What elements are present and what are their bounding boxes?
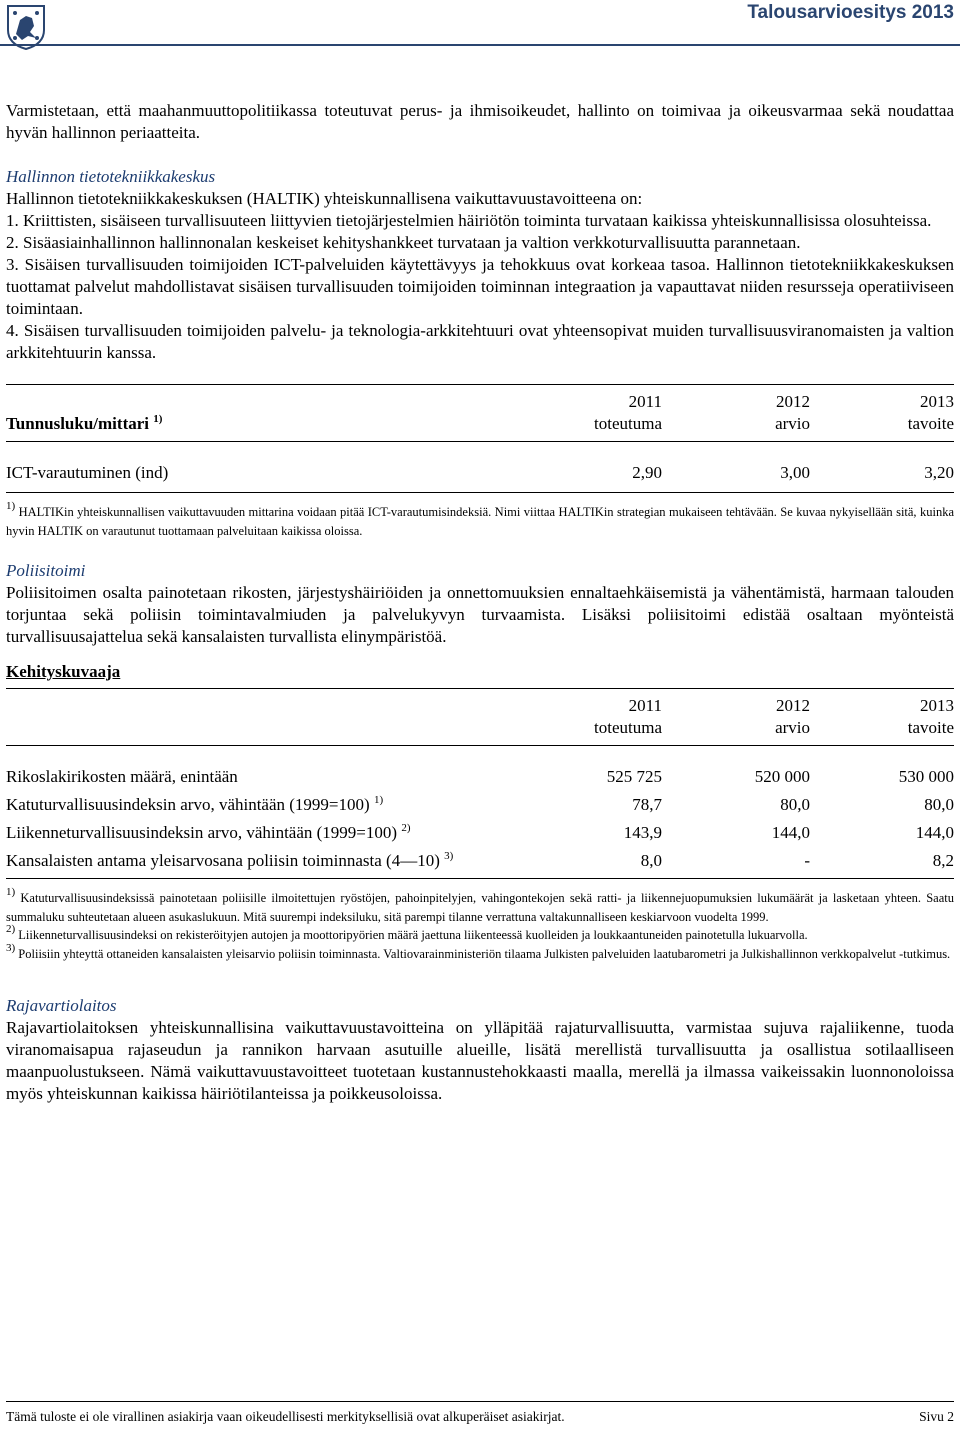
haltik-item-3: 3. Sisäisen turvallisuuden toimijoiden ICT-palveluiden käytettävyys ja tehokkuus ovat korkeaa tasoa. Hallinnon tietotekniikkakeskuksen tuottamat palvelut mahdollistavat sisäisen turvallisuuden toimijoiden toiminnan integraation ja vapauttavat niiden resursseja operatiiviseen toimintaan. <box>6 255 954 318</box>
table2-kind-tavoite: tavoite <box>907 718 954 737</box>
table2-header <box>6 695 954 739</box>
table1-header <box>6 391 954 435</box>
table2-kind-toteutuma: toteutuma <box>594 718 662 737</box>
poliisi-paragraph: Poliisitoimen osalta painotetaan rikosten, järjestyshäiriöiden ja onnettomuuksien ennaltaehkäisemistä ja vähentämistä, harmaan talouden torjuntaa sekä poliisin toimintavalmiuden ja palvelukyvyn turvaamista. Lisäksi poliisitoimi edistää osaltaan myönteistä turvallisuusajattelua sekä kansalaisten turvallista elinympäristöä. <box>6 583 954 646</box>
intro-paragraph: Varmistetaan, että maahanmuuttopolitiikassa toteutuvat perus- ja ihmisoikeudet, hallinto on toimivaa ja oikeusvarmaa sekä noudattaa hyvän hallinnon periaatteita. <box>6 101 954 142</box>
table1-metric-label: Tunnusluku/mittari $^{1)}$ <box>6 413 163 433</box>
table2-header-rule <box>6 745 954 746</box>
table-row: ICT-varautuminen (ind) 2,90 3,00 3,20 <box>6 463 954 482</box>
footer-disclaimer: Tämä tuloste ei ole virallinen asiakirja vaan oikeudellisesti merkityksellisiä ovat alkuperäiset asiakirjat. <box>6 1409 565 1424</box>
table-row: Rikoslakirikosten määrä, enintään 525 725 520 000 530 000 <box>6 767 954 786</box>
table2-footnote-3: $^{3)}$ Poliisiin yhteyttä ottaneiden kansalaisten yleisarvio poliisin toiminnasta. Valtiovarainministeriön tilaama Julkisten palveluiden laatubarometri ja Julkishallinnon verkkopalvelut -tutkimus. <box>6 941 951 961</box>
haltik-item-4: 4. Sisäisen turvallisuuden toimijoiden palvelu- ja teknologia-arkkitehtuuri ovat yhteensopivat muiden turvallisuusviranomaisten ja valtion arkkitehtuurin kanssa. <box>6 321 954 362</box>
table1-footnote: $^{1)}$ HALTIKin yhteiskunnallisen vaikuttavuuden mittarina voidaan pitää ICT-varautumisindeksiä. Nimi viittaa HALTIKin strategian mukaiseen tehtävään. Se kuvaa nykyisellään sitä, kuinka hyvin HALTIK on varautunut tuottamaan palveluitaan kaikissa oloissa. <box>6 500 955 538</box>
haltik-lead: Hallinnon tietotekniikkakeskuksen (HALTIK) yhteiskunnallisena vaikuttavuustavoitteena on: <box>6 189 643 208</box>
document-title: Talousarvioesitys 2013 <box>747 2 954 23</box>
table1-bottom-rule <box>6 492 954 493</box>
page-number: Sivu 2 <box>919 1409 954 1424</box>
table1-year-2013: 2013 <box>920 392 954 411</box>
table1-kind-toteutuma: toteutuma <box>594 414 662 433</box>
page-content <box>6 100 954 1105</box>
table2-bottom-rule <box>6 878 954 879</box>
raja-heading: Rajavartiolaitos <box>6 996 117 1015</box>
poliisi-heading: Poliisitoimi <box>6 561 86 580</box>
table2-top-rule <box>6 688 954 689</box>
table1-year-2011: 2011 <box>628 392 662 411</box>
header-rule <box>0 44 960 46</box>
table-row: Kansalaisten antama yleisarvosana poliisin toiminnasta (4—10) $^{3)}$ 8,0 - 8,2 <box>6 850 954 870</box>
table1-kind-tavoite: tavoite <box>907 414 954 433</box>
table1-kind-arvio: arvio <box>775 414 810 433</box>
table1-header-rule <box>6 441 954 442</box>
table2-footnote-1: $^{1)}$ Katuturvallisuusindeksissä painotetaan poliisille ilmoitettujen ryöstöjen, pahoinpitelyjen, vahingontekojen sekä ratti- ja liikennejuopumuksien lukumäärät ja lasketaan yhteen. Saatu summaluku suhteutetaan alueen asukaslukuun. Mitä suurempi indeksiluku, sitä parempi tilanne verrattuna valtakunnalliseen keskiarvoon vuodelta 1999. <box>6 886 955 924</box>
table2-footnote-2: $^{2)}$ Liikenneturvallisuusindeksi on rekisteröityjen autojen ja moottoripyörien määrä jaettuna liikenteessä kuolleiden ja loukkaantuneiden painotetulla lukuarvolla. <box>6 923 808 942</box>
table1-top-rule <box>6 384 954 385</box>
table2-year-2011: 2011 <box>628 696 662 715</box>
kehityskuvaaja-heading: Kehityskuvaaja <box>6 662 121 681</box>
haltik-item-1: 1. Kriittisten, sisäiseen turvallisuuteen liittyvien tietojärjestelmien häiriötön toiminta turvataan kaikissa yhteiskunnallisissa olosuhteissa. <box>6 211 932 230</box>
table2-year-2013: 2013 <box>920 696 954 715</box>
page-footer <box>6 1401 954 1425</box>
table1-year-2012: 2012 <box>776 392 810 411</box>
haltik-heading: Hallinnon tietotekniikkakeskus <box>6 167 216 186</box>
table2-year-2012: 2012 <box>776 696 810 715</box>
haltik-item-2: 2. Sisäasiainhallinnon hallinnonalan keskeiset kehityshankkeet turvataan ja valtion verkkoturvallisuutta parannetaan. <box>6 233 801 252</box>
table-row: Liikenneturvallisuusindeksin arvo, vähintään (1999=100) $^{2)}$ 143,9 144,0 144,0 <box>6 822 954 842</box>
table2-kind-arvio: arvio <box>775 718 810 737</box>
raja-paragraph: Rajavartiolaitoksen yhteiskunnallisina vaikuttavuustavoitteina on ylläpitää rajaturvallisuutta, varmistaa sujuva rajaliikenne, tuoda viranomaisapua rajaseudun ja rannikon harvaan asutuille alueille, lisätä merellistä turvallisuutta ja osallistua sotilaalliseen maanpuolustukseen. Nämä vaikuttavuustavoitteet tuotetaan kustannustehokkaasti maalla, merellä ja ilmassa vaikeissakin luonnonoloissa myös yhteiskunnan kaikissa häiriötilanteissa ja poikkeusoloissa. <box>6 1018 954 1103</box>
table-row: Katuturvallisuusindeksin arvo, vähintään (1999=100) $^{1)}$ 78,7 80,0 80,0 <box>6 794 954 814</box>
